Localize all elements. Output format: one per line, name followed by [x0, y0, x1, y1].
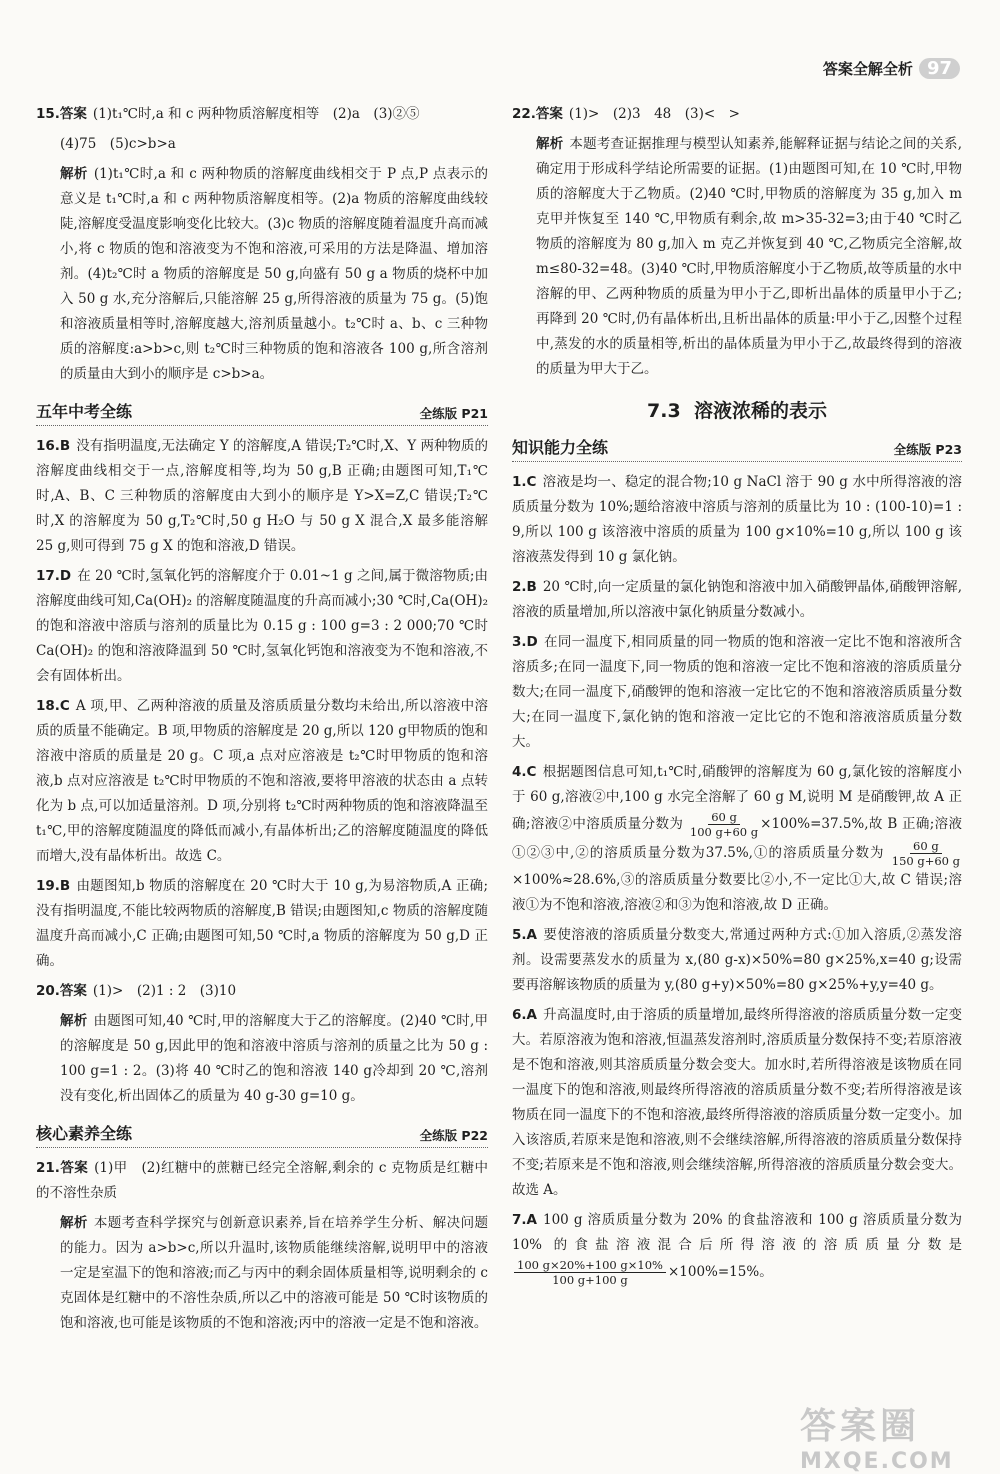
analysis-21: 解析 本题考查科学探究与创新意识素养,旨在培养学生分析、解决问题的能力。因为 a>b>c,所以升温时,该物质能继续溶解,说明甲中的溶液一定是室温下的饱和溶液;而乙与丙中的剩余固体质量相等,说明剩余的 c 克固体是红糖中的不溶性杂质,所以乙中的溶液可能是 50 ℃时该物质的饱和溶液,也可能是该物质的不饱和溶液;丙中的溶液一定是不饱和溶液。: [60, 1215, 489, 1331]
answer-5: 5.A 要使溶液的溶质质量分数变大,常通过两种方式:①加入溶质,②蒸发溶剂。设需要蒸发水的质量为 x,(80 g-x)×50%=80 g×25%,x=40 g;设需要再溶解该物质的质量为 y,(80 g+y)×50%=80 g×25%+y,y=40 g。: [512, 927, 962, 993]
answer-number: 15.答案: [36, 106, 87, 122]
section-header: 五年中考全练 全练版 P21: [36, 399, 488, 426]
answer-16: 16.B 没有指明温度,无法确定 Y 的溶解度,A 错误;T₂℃时,X、Y 两种物质的溶解度曲线相交于一点,溶解度相等,均为 50 g,B 正确;由题图可知,T₁℃时,A、B、C 三种物质的溶解度由大到小的顺序是 Y>X=Z,C 错误;T₂℃时,X 的溶解度为 50 g,T₂℃时,50 g H₂O 与 50 g X 混合,X 最多能溶解 25 g,则可得到 75 g X 的饱和溶液,D 错误。: [36, 438, 489, 554]
fraction: $\frac{60 g}{100 g+60 g}$: [689, 810, 759, 839]
left-column: [36, 102, 488, 1341]
analysis-20: 解析 由题图可知,40 ℃时,甲的溶解度大于乙的溶解度。(2)40 ℃时,甲的溶解度是 50 g,因此甲的饱和溶液中溶质与溶剂的质量之比为 50 g : 100 g=1 : 2。(3)将 40 ℃时乙的饱和溶液 140 g冷却到 20 ℃,溶剂没有变化,析出固体乙的质量为 40 g-30 g=10 g。: [60, 1013, 489, 1104]
answer-3: 3.D 在同一温度下,相同质量的同一物质的饱和溶液一定比不饱和溶液所含溶质多;在同一温度下,同一物质的饱和溶液一定比不饱和溶液的溶质质量分数大;在同一温度下,硝酸钾的饱和溶液一定比它的不饱和溶液溶质质量分数大;在同一温度下,氯化钠的饱和溶液一定比它的不饱和溶液溶质质量分数大。: [512, 634, 962, 750]
fraction: $\frac{60 g}{150 g+60 g}$: [891, 839, 961, 868]
analysis-15: 解析 (1)t₁℃时,a 和 c 两种物质的溶解度曲线相交于 P 点,P 点表示的意义是 t₁℃时,a 和 c 两种物质溶解度相等。(2)a 物质的溶解度曲线较陡,溶解度受温度影响变化比较大。(3)c 物质的溶解度随着温度升高而减小,将 c 物质的饱和溶液变为不饱和溶液,可采用的方法是降温、增加溶剂。(4)t₂℃时 a 物质的溶解度是 50 g,向盛有 50 g a 物质的烧杯中加入 50 g 水,充分溶解后,只能溶解 25 g,所得溶液的质量为 75 g。(5)饱和溶液质量相等时,溶解度越大,溶剂质量越小。t₂℃时 a、b、c 三种物质的溶解度:a>b>c,则 t₂℃时三种物质的饱和溶液各 100 g,所含溶剂的质量由大到小的顺序是 c>b>a。: [60, 166, 489, 382]
right-column: [512, 102, 962, 1292]
page-number: 97: [919, 58, 960, 79]
answer-21: 21.答案 (1)甲 (2)红糖中的蔗糖已经完全溶解,剩余的 c 克物质是红糖中的不溶性杂质: [36, 1160, 488, 1201]
answer-1: 1.C 溶液是均一、稳定的混合物;10 g NaCl 溶于 90 g 水中所得溶液的溶质质量分数为 10%;题给溶液中溶质与溶剂的质量比为 10 : (100-10)=1 : 9,所以 100 g 该溶液中溶质的质量为 100 g×10%=10 g,所以 100 g 该溶液蒸发得到 10 g 氯化钠。: [512, 474, 962, 565]
answer-20: 20.答案 (1)> (2)1 : 2 (3)10: [36, 983, 237, 999]
page-header: [823, 58, 960, 79]
chapter-title: 7.3 溶液浓稀的表示: [647, 400, 827, 422]
answer-7: 7.A 100 g 溶质质量分数为 20% 的食盐溶液和 100 g 溶质质量分数为 10% 的食盐溶液混合后所得溶液的溶质质量分数是 $\frac{100 g\times 20\%+100 g\times 10\%}{100 g+100 g}$ ×100%=15%。: [512, 1212, 962, 1287]
answer-19: 19.B 由题图知,b 物质的溶解度在 20 ℃时大于 10 g,为易溶物质,A 正确;没有指明温度,不能比较两物质的溶解度,B 错误;由题图知,c 物质的溶解度随温度升高而减小,C 正确;由题图可知,50 ℃时,a 物质的溶解度为 50 g,D 正确。: [36, 878, 488, 969]
analysis-label: 解析: [60, 166, 88, 182]
analysis-22: 解析 本题考查证据推理与模型认知素养,能解释证据与结论之间的关系,确定用于形成科学结论所需要的证据。(1)由题图可知,在 10 ℃时,甲物质的溶解度大于乙物质。(2)40 ℃时,甲物质的溶解度为 35 g,加入 m 克甲并恢复至 140 ℃,甲物质有剩余,故 m>35-32=3;由于40 ℃时乙物质的溶解度为 80 g,加入 m 克乙并恢复到 40 ℃,乙物质完全溶解,故 m≤80-32=48。(3)40 ℃时,甲物质溶解度小于乙物质,故等质量的水中溶解的甲、乙两种物质的质量为甲小于乙,即析出晶体的质量甲小于乙;再降到 20 ℃时,仍有晶体析出,且析出晶体的质量:甲小于乙,因整个过程中,蒸发的水的质量相等,析出的晶体质量为甲小于乙,故最终得到的溶液的质量为甲大于乙。: [536, 136, 962, 377]
watermark: 答案圈 MXQE.COM: [800, 1406, 954, 1474]
answer-6: 6.A 升高温度时,由于溶质的质量增加,最终所得溶液的溶质质量分数一定变大。若原溶液为饱和溶液,恒温蒸发溶剂时,溶质质量分数保持不变;若原溶液是不饱和溶液,则其溶质质量分数会变大。加水时,若所得溶液是该物质在同一温度下的饱和溶液,则最终所得溶液的溶质质量分数不变;若所得溶液是该物质在同一温度下的不饱和溶液,最终所得溶液的溶质质量分数一定变小。加入该溶质,若原来是饱和溶液,则不会继续溶解,所得溶液的溶质质量分数保持不变;若原来是不饱和溶液,则会继续溶解,所得溶液的溶质质量分数会变大。故选 A。: [512, 1007, 962, 1198]
answer-22: 22.答案 (1)> (2)3 48 (3)< >: [512, 106, 740, 122]
header-title: 答案全解全析: [822, 60, 913, 78]
answer-18: 18.C A 项,甲、乙两种溶液的质量及溶质质量分数均未给出,所以溶液中溶质的质量不能确定。B 项,甲物质的溶解度是 20 g,所以 120 g甲物质的饱和溶液中溶质的质量是 20 g。C 项,a 点对应溶液是 t₂℃时甲物质的饱和溶液,b 点对应溶液是 t₂℃时甲物质的不饱和溶液,要将甲溶液的状态由 a 点转化为 b 点,可以加适量溶剂。D 项,分别将 t₂℃时两种物质的饱和溶液降温至 t₁℃,甲的溶解度随温度的降低而减小,有晶体析出;乙的溶解度随温度的降低而增大,没有晶体析出。故选 C。: [36, 698, 488, 864]
section-header: 知识能力全练 全练版 P23: [512, 435, 962, 462]
answer-15-line2: (4)75 (5)c>b>a: [60, 136, 176, 152]
answer-15: 15.答案 (1)t₁℃时,a 和 c 两种物质溶解度相等 (2)a (3)②⑤: [36, 106, 420, 122]
section-header: 核心素养全练 全练版 P22: [36, 1121, 488, 1148]
answer-2: 2.B 20 ℃时,向一定质量的氯化钠饱和溶液中加入硝酸钾晶体,硝酸钾溶解,溶液的质量增加,所以溶液中氯化钠质量分数减小。: [512, 579, 962, 620]
answer-17: 17.D 在 20 ℃时,氢氧化钙的溶解度介于 0.01~1 g 之间,属于微溶物质;由溶解度曲线可知,Ca(OH)₂ 的溶解度随温度的升高而减小;30 ℃时,Ca(OH)₂ 的饱和溶液中溶质与溶剂的质量比为 0.15 g : 100 g=3 : 2 000;70 ℃时 Ca(OH)₂ 的饱和溶液降温到 50 ℃时,氢氧化钙饱和溶液变为不饱和溶液,不会有固体析出。: [36, 568, 488, 684]
answer-4: 4.C 根据题图信息可知,t₁℃时,硝酸钾的溶解度为 60 g,氯化铵的溶解度小于 60 g,溶液②中,100 g 水完全溶解了 60 g M,说明 M 是硝酸钾,故 A 正确;溶液②中溶质质量分数为 $\frac{60 g}{100 g+60 g}$ ×100%=37.5%,故 B 正确;溶液①②③中,②的溶质质量分数为37.5%,①的溶质质量分数为 $\frac{60 g}{150 g+60 g}$ ×100%≈28.6%,③的溶质质量分数要比②小,不一定比①大,故 C 错误;溶液①为不饱和溶液,溶液②和③为饱和溶液,故 D 正确。: [512, 764, 962, 913]
fraction: $\frac{100 g\times 20\%+100 g\times 10\%}{100 g+100 g}$: [514, 1258, 666, 1287]
